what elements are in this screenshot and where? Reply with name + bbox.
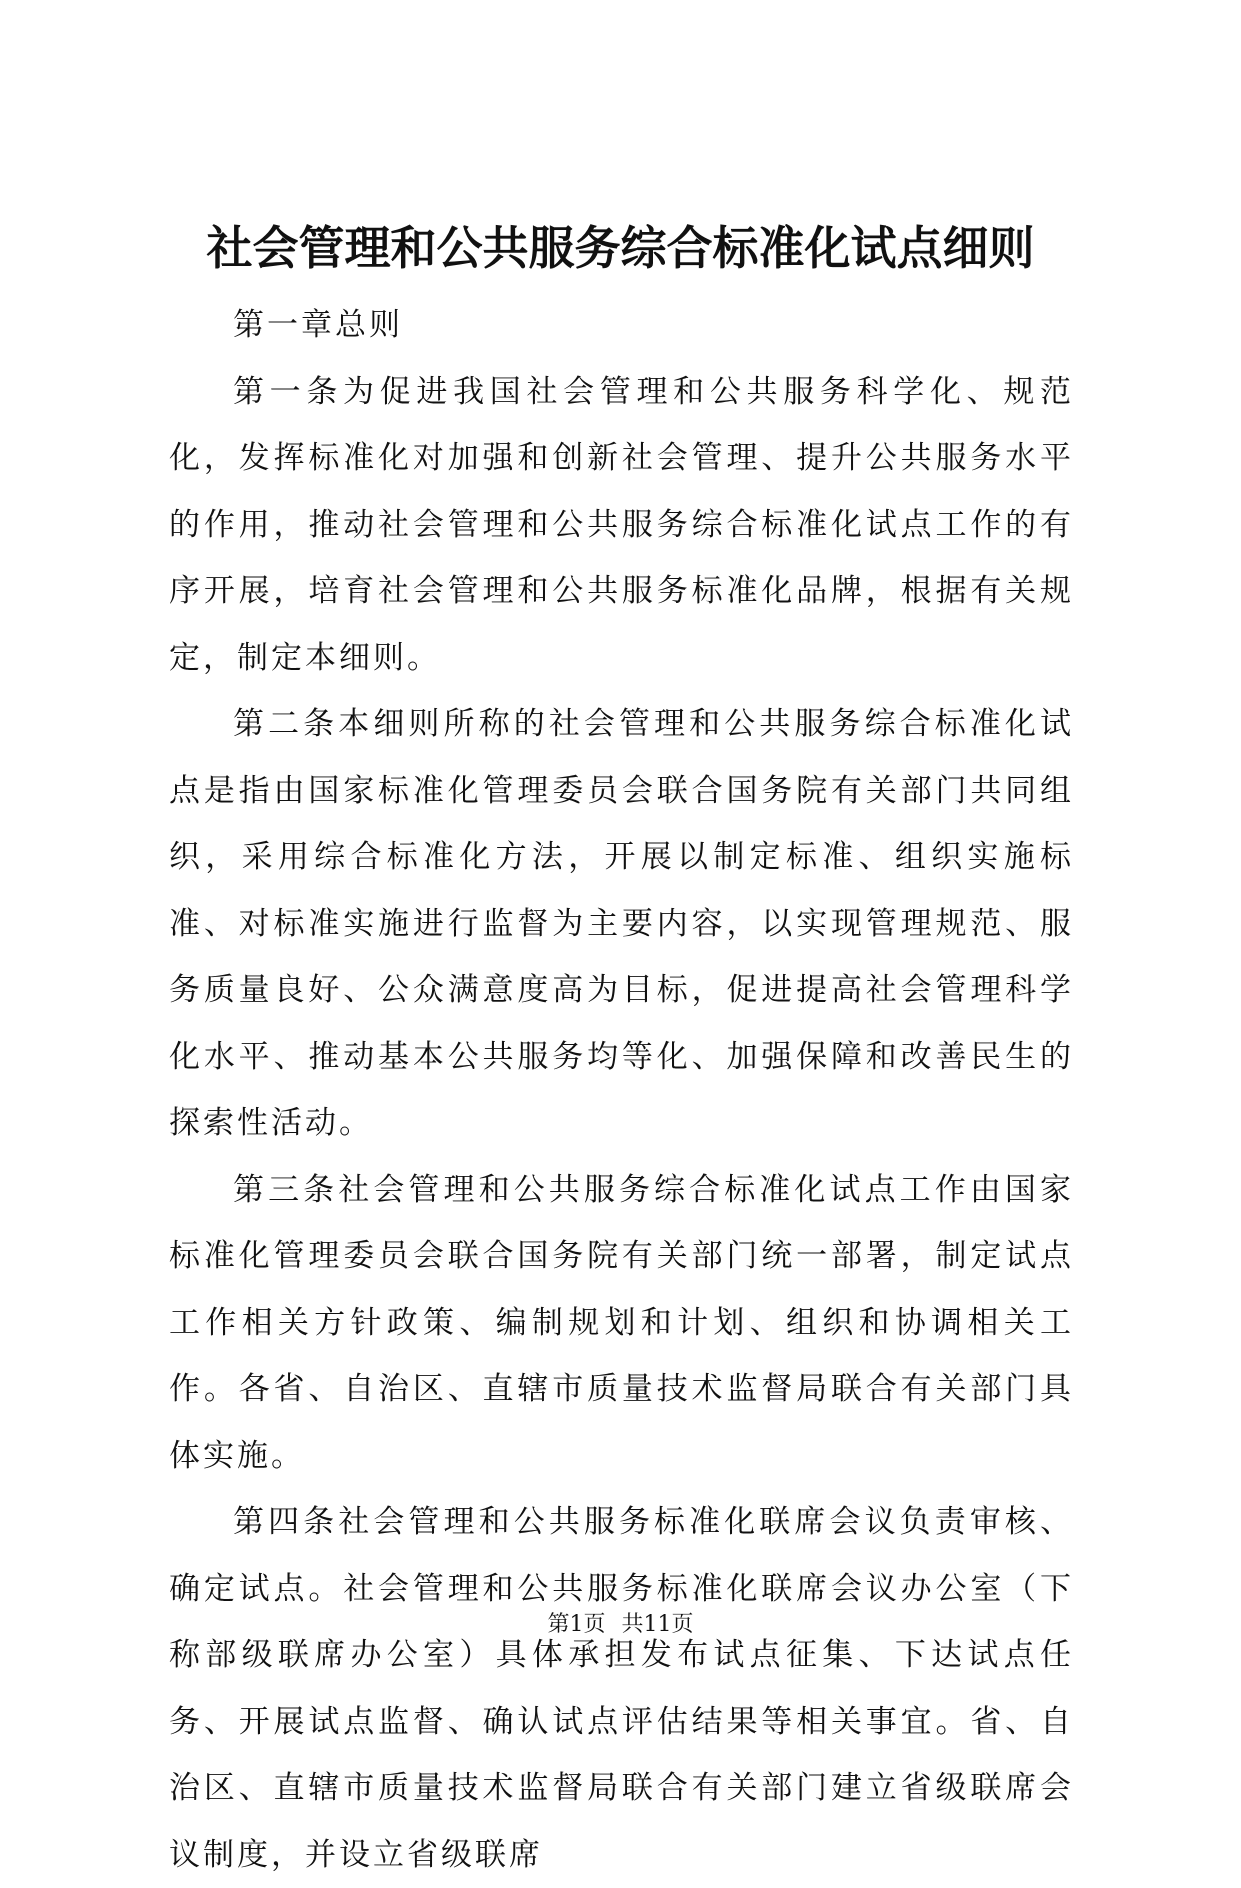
paragraph-article-2: 第二条本细则所称的社会管理和公共服务综合标准化试点是指由国家标准化管理委员会联合国务院有关部门共同组织，采用综合标准化方法，开展以制定标准、组织实施标准、对标准实施进行监督为主要内容，以实现管理规范、服务质量良好、公众满意度高为目标，促进提高社会管理科学化水平、推动基本公共服务均等化、加强保障和改善民生的探索性活动。 xyxy=(169,706,1074,1141)
paragraph-article-3: 第三条社会管理和公共服务综合标准化试点工作由国家标准化管理委员会联合国务院有关部门统一部署，制定试点工作相关方针政策、编制规划和计划、组织和协调相关工作。各省、自治区、直辖市质量技术监督局联合有关部门具体实施。 xyxy=(169,1171,1074,1474)
page-number-current: 第1页 xyxy=(547,1612,606,1637)
chapter-heading: 第一章总则 xyxy=(233,307,403,343)
document-title: 社会管理和公共服务综合标准化试点细则 xyxy=(206,221,1035,275)
page-number-total: 共11页 xyxy=(621,1612,694,1637)
document-body xyxy=(169,292,1074,1888)
paragraph-article-4: 第四条社会管理和公共服务标准化联席会议负责审核、确定试点。社会管理和公共服务标准化联席会议办公室（下称部级联席办公室）具体承担发布试点征集、下达试点任务、开展试点监督、确认试点评估结果等相关事宜。省、自治区、直辖市质量技术监督局联合有关部门建立省级联席会议制度，并设立省级联席 xyxy=(169,1504,1074,1873)
page-footer xyxy=(0,1610,1241,1640)
paragraph-article-1: 第一条为促进我国社会管理和公共服务科学化、规范化，发挥标准化对加强和创新社会管理、提升公共服务水平的作用，推动社会管理和公共服务综合标准化试点工作的有序开展，培育社会管理和公共服务标准化品牌，根据有关规定，制定本细则。 xyxy=(169,373,1074,676)
